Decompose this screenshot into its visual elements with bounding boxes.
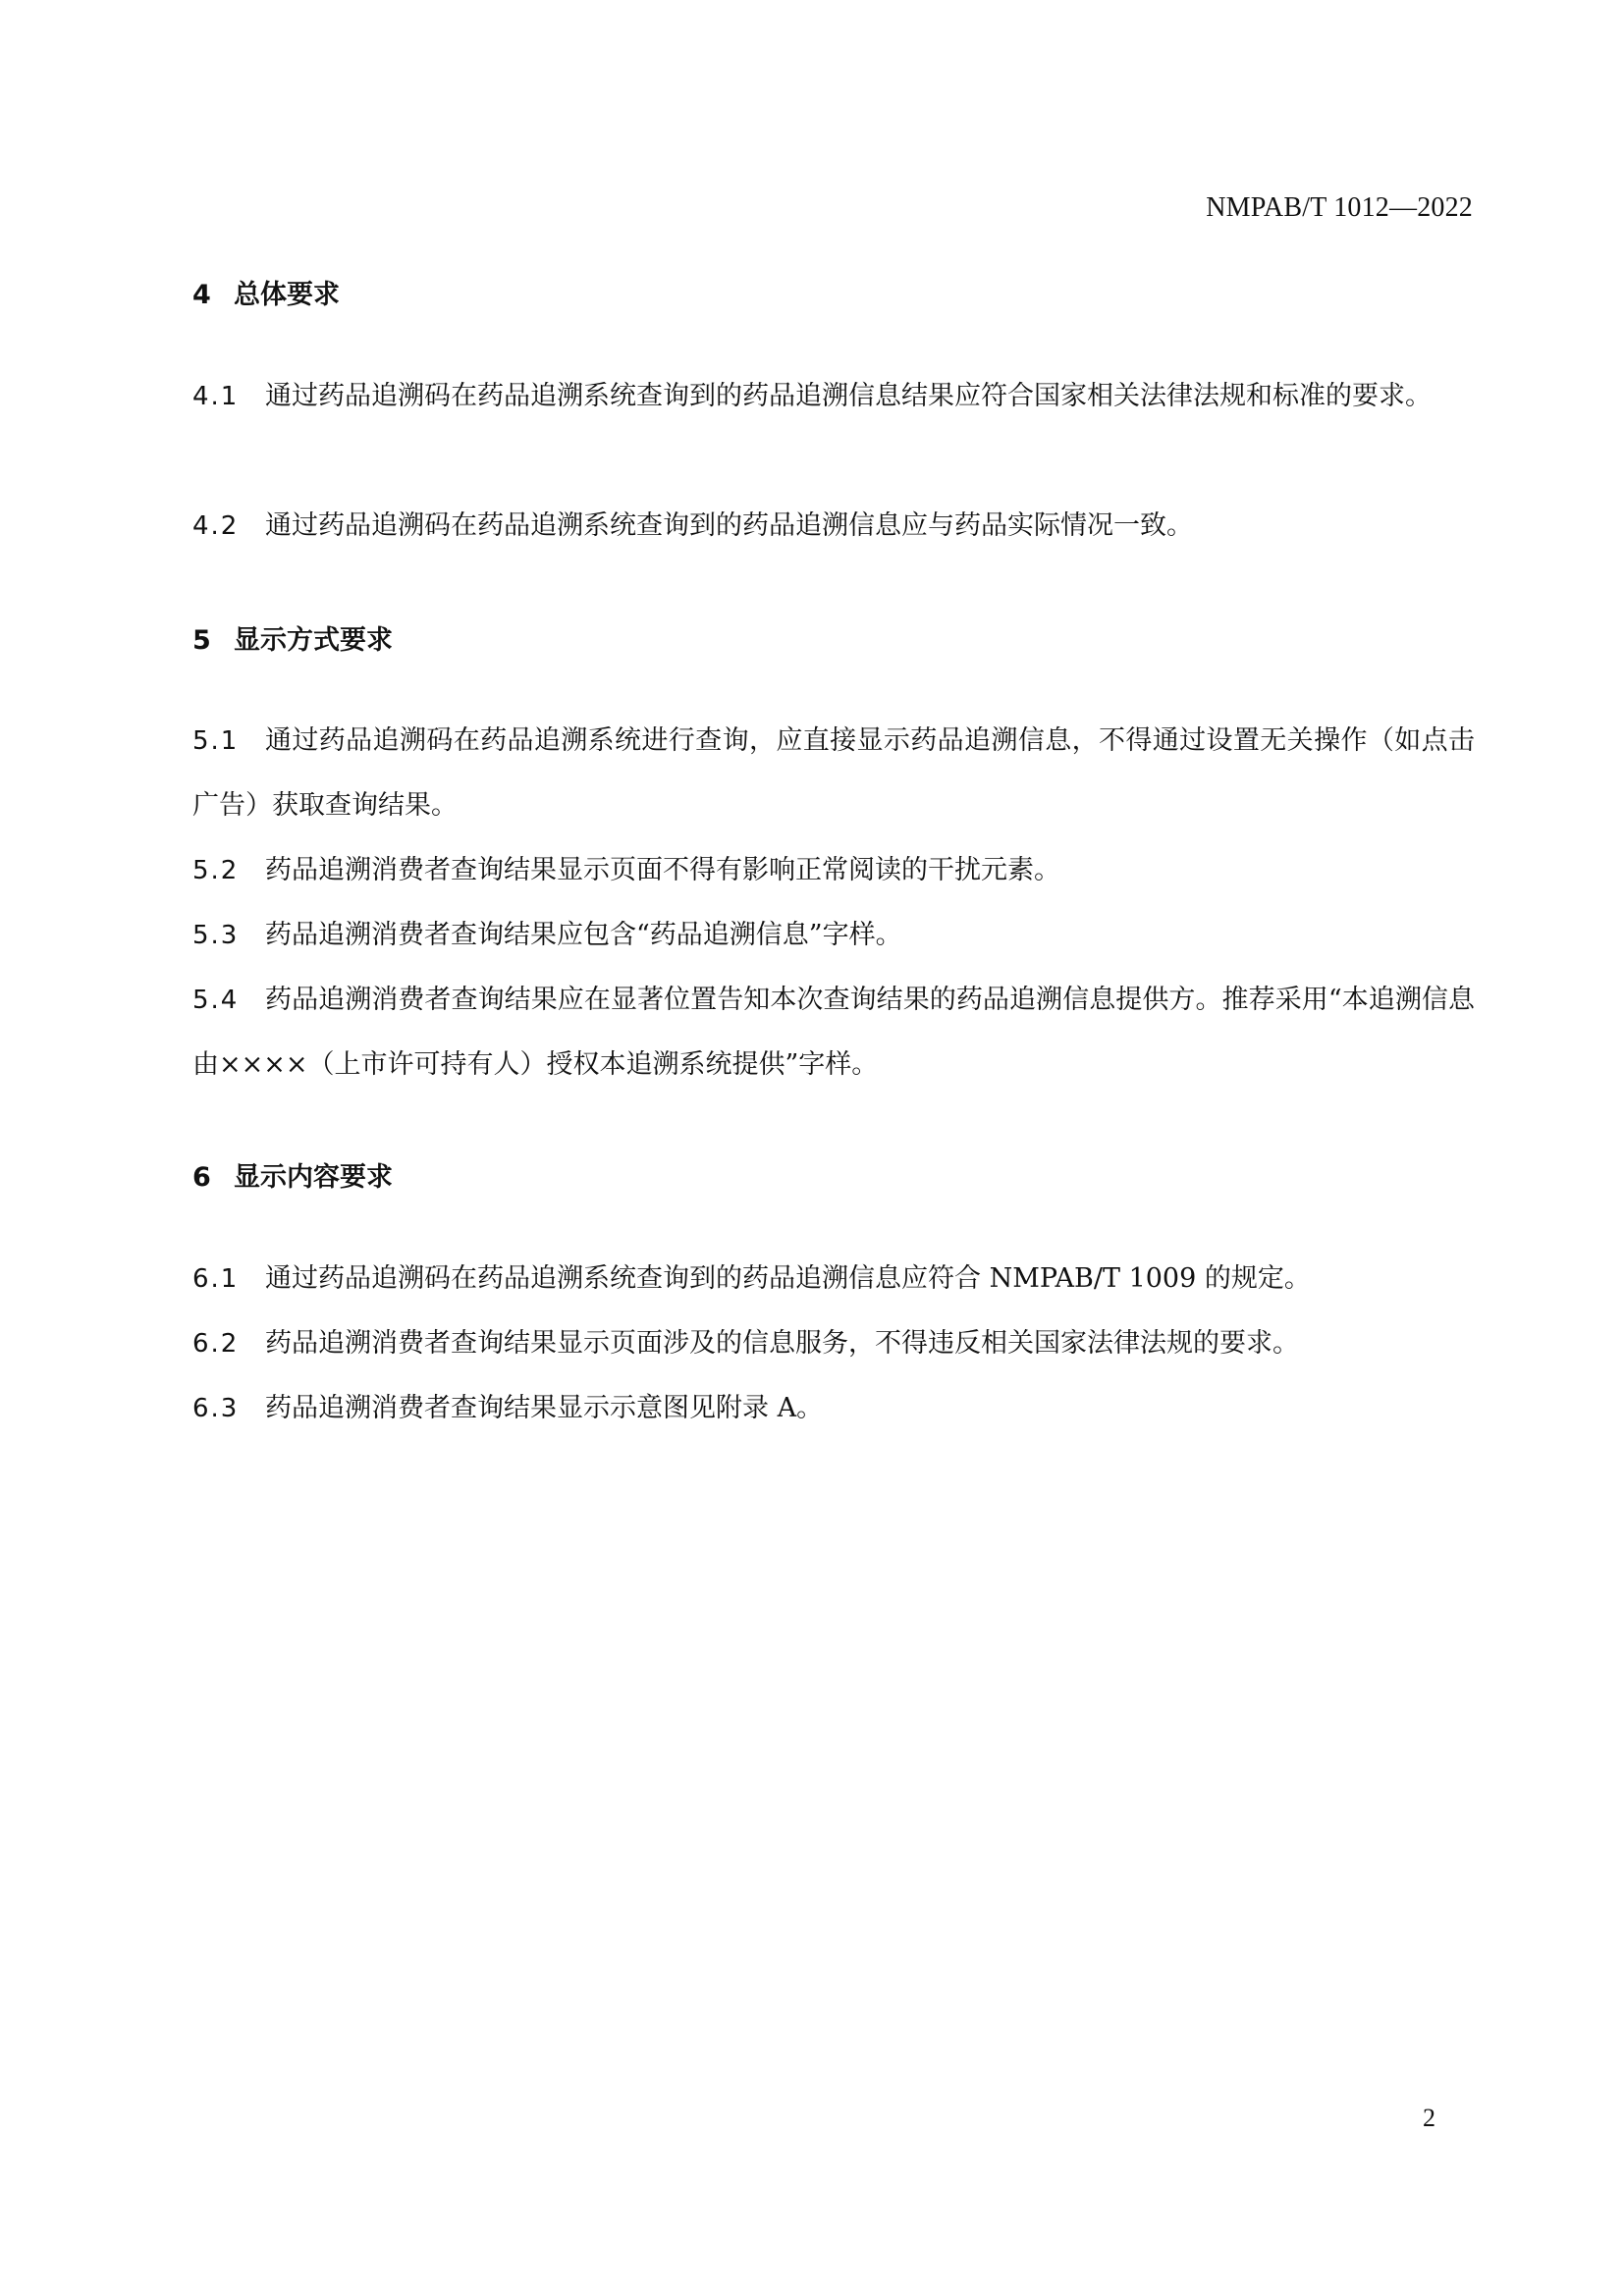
clause-4-1 (192, 364, 1475, 429)
clause-text: 药品追溯消费者查询结果显示页面涉及的信息服务，不得违反相关国家法律法规的要求。 (265, 1328, 1299, 1359)
section-number: 4 (192, 280, 211, 310)
clause-text: 药品追溯消费者查询结果应包含“药品追溯信息”字样。 (265, 920, 902, 950)
standard-code: NMPAB/T 1012—2022 (1206, 192, 1473, 223)
page-number: 2 (1423, 2104, 1435, 2132)
section-heading-6 (192, 1155, 393, 1194)
clause-text: 通过药品追溯码在药品追溯系统进行查询，应直接显示药品追溯信息，不得通过设置无关操作（如点击广告）获取查询结果。 (192, 725, 1475, 821)
clause-5-3 (192, 903, 1475, 968)
clause-number: 4.2 (192, 511, 240, 541)
section-number: 5 (192, 625, 211, 656)
clause-text: 药品追溯消费者查询结果显示示意图见附录 A。 (265, 1393, 824, 1423)
section-number: 6 (192, 1162, 211, 1193)
section-heading-4 (192, 273, 340, 311)
clause-text: 药品追溯消费者查询结果显示页面不得有影响正常阅读的干扰元素。 (265, 855, 1060, 885)
clause-number: 6.2 (192, 1329, 240, 1359)
section-heading-5 (192, 618, 393, 657)
clause-number: 6.1 (192, 1264, 240, 1294)
section-title: 显示内容要求 (234, 1162, 393, 1193)
clause-6-3 (192, 1376, 1475, 1441)
clause-number: 4.1 (192, 382, 240, 411)
section-title: 总体要求 (234, 280, 340, 310)
clause-text: 通过药品追溯码在药品追溯系统查询到的药品追溯信息应符合 NMPAB/T 1009 的规定。 (265, 1263, 1311, 1294)
section-title: 显示方式要求 (234, 625, 393, 656)
clause-number: 5.3 (192, 921, 240, 950)
clause-number: 5.4 (192, 986, 240, 1015)
clause-text: 药品追溯消费者查询结果应在显著位置告知本次查询结果的药品追溯信息提供方。推荐采用“本追溯信息由××××（上市许可持有人）授权本追溯系统提供”字样。 (192, 985, 1475, 1080)
clause-text: 通过药品追溯码在药品追溯系统查询到的药品追溯信息应与药品实际情况一致。 (265, 510, 1193, 541)
clause-number: 6.3 (192, 1394, 240, 1423)
clause-text: 通过药品追溯码在药品追溯系统查询到的药品追溯信息结果应符合国家相关法律法规和标准的要求。 (265, 381, 1432, 411)
clause-4-2 (192, 494, 1475, 559)
clause-5-2 (192, 838, 1475, 903)
clause-5-1 (192, 709, 1475, 838)
clause-number: 5.1 (192, 726, 240, 756)
clause-6-2 (192, 1311, 1475, 1376)
clause-6-1 (192, 1247, 1475, 1311)
clause-5-4 (192, 968, 1475, 1097)
clause-number: 5.2 (192, 856, 240, 885)
